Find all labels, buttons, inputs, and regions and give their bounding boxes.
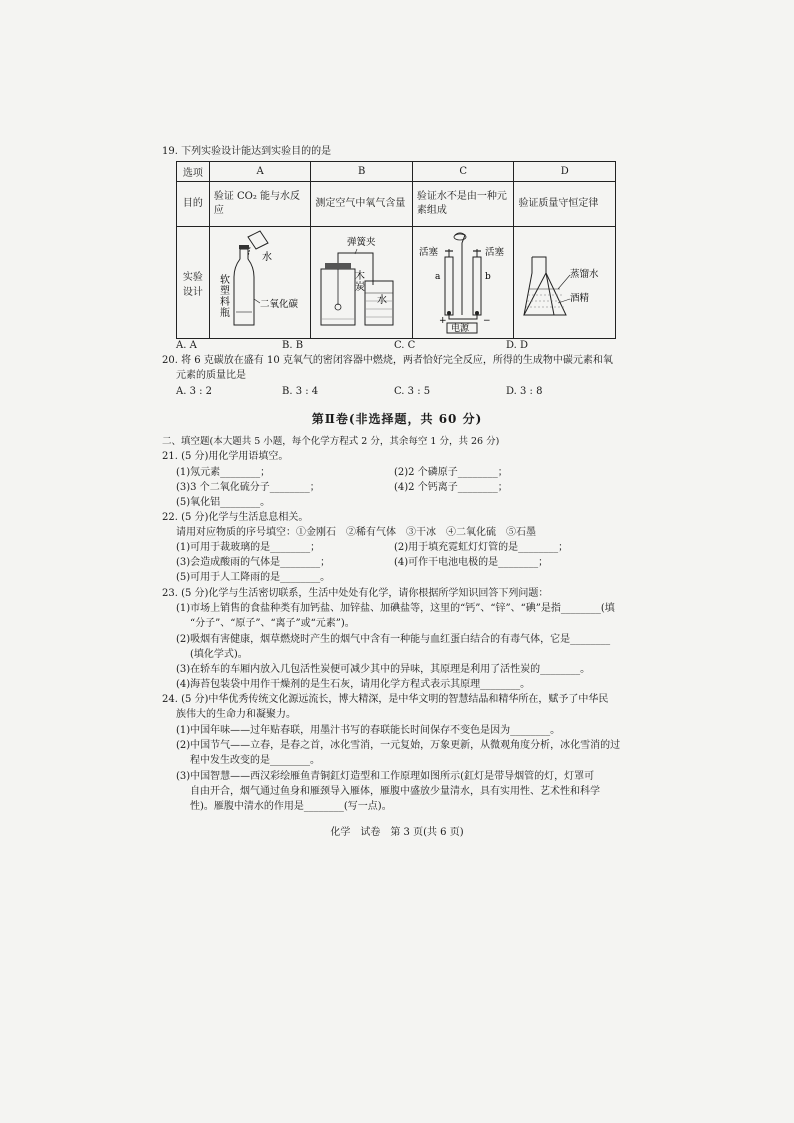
q23-line-3: (3)在轿车的车厢内放入几包活性炭便可减少其中的异味，其原理是利用了活性炭的________。 — [176, 664, 591, 675]
label-b-water: 水 — [377, 295, 388, 306]
label-c-b: b — [484, 272, 491, 282]
q23-stem: 23. (5 分)化学与生活密切联系，生活中处处有化学，请你根据所学知识回答下列问题： — [162, 588, 549, 599]
label-c-plus: + — [438, 316, 447, 326]
label-a-bottle-3: 料 — [219, 297, 230, 308]
q22-intro: 请用对应物质的序号填空：①金刚石 ②稀有气体 ③干冰 ④二氧化硫 ⑤石墨 — [176, 527, 536, 538]
q21-item-1: (1)氖元素________； — [176, 467, 271, 478]
label-a-bottle-1: 软 — [219, 275, 230, 286]
label-b-clamp: 弹簧夹 — [347, 237, 376, 248]
table-col-label: 选项 — [177, 162, 210, 182]
label-b-charcoal-2: 炭 — [355, 282, 366, 293]
apparatus-d-drawing — [514, 227, 609, 335]
label-c-stopcock-left: 活塞 — [418, 247, 438, 258]
label-d-distilled: 蒸馏水 — [570, 269, 599, 280]
q24-line-2a: (2)中国节气——立春，是春之首，冰化雪消，一元复始，万象更新，从微观角度分析，冰化雪消的过 — [176, 740, 621, 751]
apparatus-b-drawing — [311, 227, 406, 335]
label-a-co2: 二氧化碳 — [259, 299, 298, 310]
design-b — [311, 227, 413, 339]
purpose-d: 验证质量守恒定律 — [514, 182, 616, 227]
label-c-minus: − — [482, 316, 491, 326]
q24-line-3a: (3)中国智慧——西汉彩绘雁鱼青铜釭灯造型和工作原理如图所示(釭灯是带导烟管的灯，灯罩可 — [176, 771, 595, 782]
label-c-a: a — [434, 272, 441, 282]
label-d-alcohol: 酒精 — [570, 293, 590, 304]
q22-item-5: (5)可用于人工降雨的是________。 — [176, 572, 331, 583]
label-c-stopcock-right: 活塞 — [484, 247, 504, 258]
apparatus-a-drawing — [210, 227, 305, 335]
table-col-b: B — [311, 162, 413, 182]
q23-line-1b: “分子”、“原子”、“离子”或“元素”)。 — [190, 618, 355, 629]
q19-experiment-table — [176, 161, 616, 339]
q24-stem-b: 族伟大的生命力和凝聚力。 — [176, 709, 296, 720]
q24-line-3b: 自由开合，烟气通过鱼身和雁颈导入雁体，雁腹中盛放少量清水，具有实用性、艺术性和科学 — [190, 786, 600, 797]
q20-option-d: D. 3 : 8 — [506, 386, 543, 397]
q24-line-2b: 程中发生改变的是________。 — [190, 755, 320, 766]
q22-item-2: (2)用于填充霓虹灯灯管的是________； — [394, 542, 569, 553]
q20-option-b: B. 3 : 4 — [282, 386, 319, 397]
q24-line-1: (1)中国年味——过年贴春联，用墨汁书写的春联能长时间保存不变色是因为________。 — [176, 725, 561, 736]
q24-line-3c: 性)。雁腹中清水的作用是________(写一点)。 — [190, 801, 392, 812]
table-col-c: C — [412, 162, 514, 182]
q20-option-c: C. 3 : 5 — [394, 386, 431, 397]
q19-option-a: A. A — [176, 340, 197, 351]
q21-item-2: (2)2 个磷原子________； — [394, 467, 508, 478]
label-a-bottle-2: 塑 — [219, 286, 230, 297]
q19-option-d: D. D — [506, 340, 529, 351]
table-col-d: D — [514, 162, 616, 182]
label-a-water: 水 — [261, 252, 272, 263]
label-c-power: 电源 — [450, 324, 469, 334]
q23-line-2a: (2)吸烟有害健康，烟草燃烧时产生的烟气中含有一种能与血红蛋白结合的有毒气体，它是________ — [176, 634, 611, 645]
table-row-design-label: 实验设计 — [177, 227, 210, 339]
q21-item-3: (3)3 个二氧化硫分子________； — [176, 482, 320, 493]
page-footer: 化学 试卷 第 3 页(共 6 页) — [330, 827, 464, 838]
q22-item-4: (4)可作干电池电极的是________； — [394, 557, 549, 568]
q19-stem: 19. 下列实验设计能达到实验目的的是 — [162, 146, 332, 157]
section-2-title: 第Ⅱ卷(非选择题，共 60 分) — [311, 412, 483, 426]
apparatus-c-drawing — [413, 227, 508, 335]
q23-line-1a: (1)市场上销售的食盐种类有加钙盐、加锌盐、加碘盐等，这里的“钙”、“锌”、“碘”是指________(填 — [176, 603, 615, 614]
label-a-bottle-4: 瓶 — [219, 308, 230, 319]
purpose-a: 验证 CO₂ 能与水反应 — [209, 182, 311, 227]
q21-item-5: (5)氧化铝________。 — [176, 497, 271, 508]
q20-option-a: A. 3 : 2 — [176, 386, 213, 397]
table-col-a: A — [209, 162, 311, 182]
purpose-c: 验证水不是由一种元素组成 — [412, 182, 514, 227]
q20-stem-line2: 元素的质量比是 — [176, 370, 246, 381]
q23-line-4: (4)海苔包装袋中用作干燥剂的是生石灰，请用化学方程式表示其原理________。 — [176, 679, 531, 690]
q21-stem: 21. (5 分)用化学用语填空。 — [162, 451, 289, 462]
q21-item-4: (4)2 个钙离子________； — [394, 482, 508, 493]
q19-option-b: B. B — [282, 340, 304, 351]
design-d — [514, 227, 616, 339]
design-c — [412, 227, 514, 339]
design-a — [209, 227, 311, 339]
purpose-b: 测定空气中氧气含量 — [311, 182, 413, 227]
q20-stem-line1: 20. 将 6 克碳放在盛有 10 克氧气的密闭容器中燃烧，两者恰好完全反应，所得的生成物中碳元素和氧 — [162, 355, 613, 366]
table-row-purpose-label: 目的 — [177, 182, 210, 227]
q24-stem-a: 24. (5 分)中华优秀传统文化源远流长，博大精深，是中华文明的智慧结晶和精华所在，赋予了中华民 — [162, 694, 609, 705]
q19-option-c: C. C — [394, 340, 416, 351]
q22-stem: 22. (5 分)化学与生活息息相关。 — [162, 512, 309, 523]
q23-line-2b: (填化学式)。 — [190, 649, 248, 660]
part-2-title: 二、填空题(本大题共 5 小题，每个化学方程式 2 分，其余每空 1 分，共 26 分) — [162, 436, 500, 447]
label-b-charcoal-1: 木 — [355, 271, 366, 282]
q22-item-1: (1)可用于裁玻璃的是________； — [176, 542, 321, 553]
q22-item-3: (3)会造成酸雨的气体是________； — [176, 557, 331, 568]
